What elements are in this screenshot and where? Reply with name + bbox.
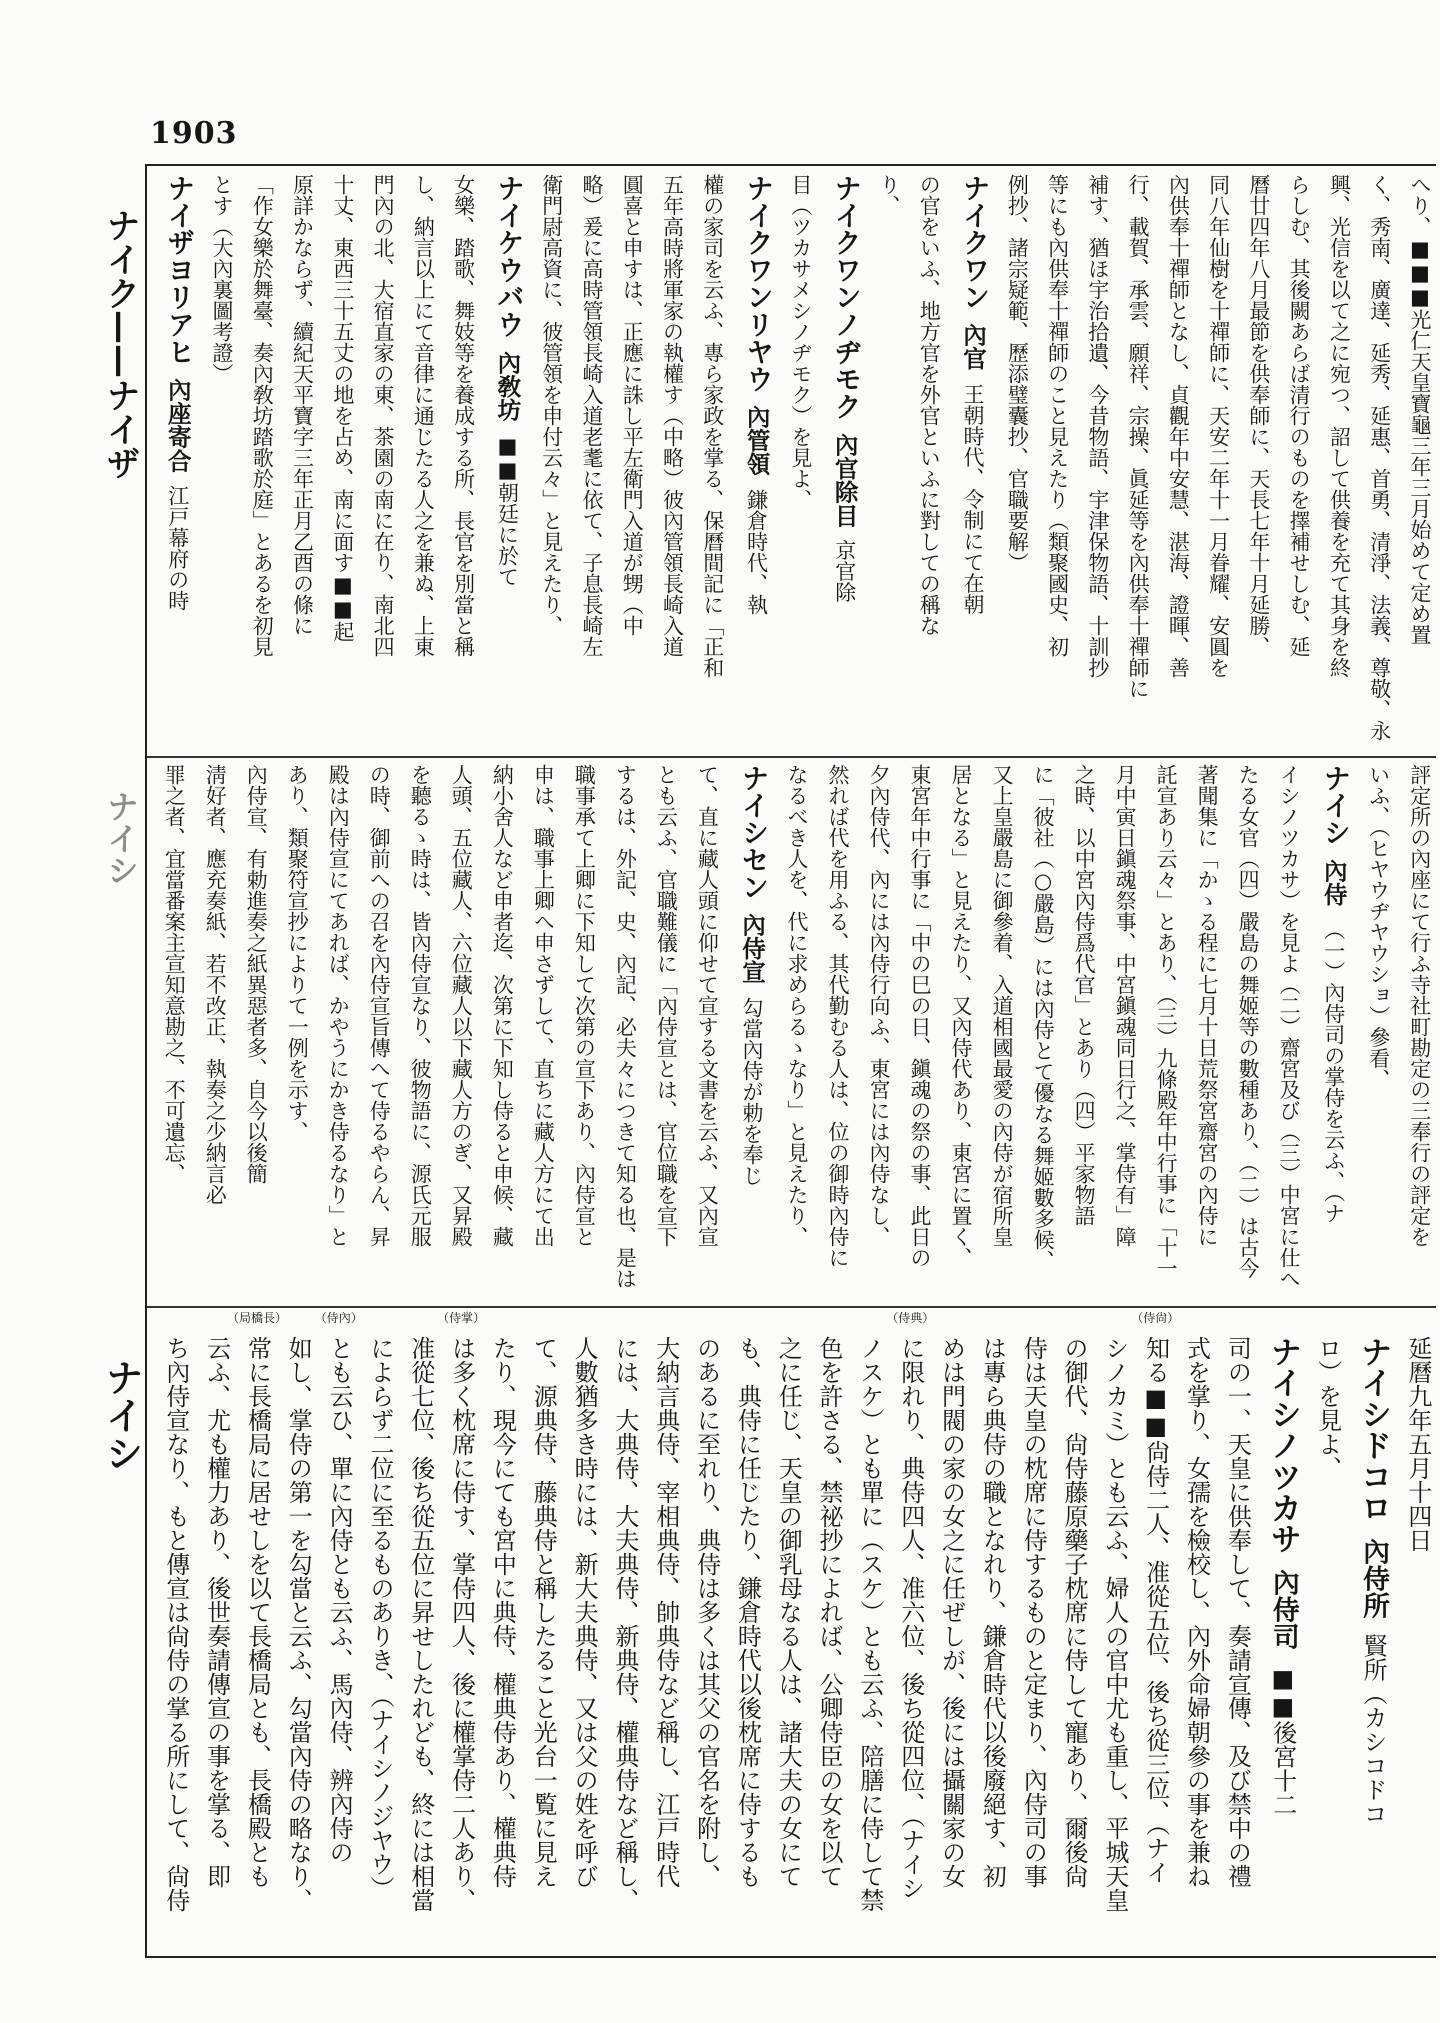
text-column: 之に任じ、天皇の御乳母なる人は、諸大夫の女にて [774, 1336, 803, 1888]
entry-text: 鎌倉時代、執 [744, 488, 769, 615]
entry-headword: ナイクワンリヤウ [741, 174, 773, 393]
text-column: 權の家司を云ふ、專ら家政を掌る、保曆間記に「正和 [700, 174, 725, 678]
text-column: 准從七位、後ち從五位に昇せしたれども、終には相當 [406, 1336, 435, 1912]
running-head-middle: ナイシ [102, 790, 140, 886]
text-column: 東宮年中行事に「中の巳の日、鎭魂の祭の事、此日の [908, 764, 933, 1268]
text-column: 然れば代を用ふる、其代勤むる人は、位の御時內侍に [826, 764, 850, 1268]
entry-text: 知る■■尙侍二人、准從五位、後ち從三位、（ナイ [1141, 1336, 1170, 1884]
text-column: て、源典侍、藤典侍と稱したること光台一覧に見え [529, 1336, 558, 1888]
page-frame [145, 164, 1436, 1958]
text-column: とす（大內裏圖考證） [210, 174, 235, 384]
entry-text: 勾當內侍が勅を奉じ [739, 996, 764, 1186]
text-column: 評定所の內座にて行ふ寺社町勘定の三奉行の評定を [1407, 764, 1432, 1247]
text-column: し、納言以上にて音律に通じたる人之を兼ぬ、上東 [411, 174, 436, 657]
text-column: ち內侍宣なり、もと傳宣は尙侍の掌る所にして、尙侍 [161, 1336, 190, 1912]
entry-kanji: 內侍司 [1267, 1569, 1299, 1650]
text-column: り、 [876, 174, 901, 216]
entry-kanji: 內官 [959, 323, 988, 371]
text-column: を聽るゝ時は、皆內侍宣なり、彼物語に、源氏元服 [408, 764, 433, 1247]
text-column: なるべき人を、代に求めらるゝなり」と見えたり、 [784, 764, 809, 1247]
margin-note: （局橋長） [227, 1311, 288, 1325]
text-column: 例抄、諸宗疑範、歷添璧囊抄、官職要解） [1005, 174, 1030, 573]
text-column: 內供奉十禪師となし、貞觀年中安慧、湛海、證暉、善 [1166, 174, 1191, 678]
text-column: 司の一、天皇に供奉して、奏請宣傳、及び禁中の禮 [1223, 1336, 1252, 1888]
text-column: イシノツカサ）を見よ（二）齋宮及び（三）中宮に仕へ [1277, 764, 1302, 1289]
entry-text: に限れり、典侍四人、准六位、後ち從四位、（ナイシ [896, 1336, 925, 1900]
text-column: 申は、職事上卿へ申さずして、直ちに藏人方にて出 [531, 764, 556, 1247]
text-column: 圓喜と申すは、正應に誅し平左衛門入道が甥（中 [620, 174, 645, 636]
text-column: 內侍宣、有勅進奏之紙異惡者多、自今以後簡 [244, 764, 269, 1184]
text-column: いふ、（ヒヤウヂヤウショ）參看、 [1366, 764, 1391, 1090]
text-column: 云ふ、尤も權力あり、後世奏請傳宣の事を掌る、即 [202, 1336, 231, 1888]
entry-column [1317, 764, 1350, 1302]
text-column: は專ら典侍の職となれり、鎌倉時代以後廢絕す、初 [978, 1336, 1007, 1888]
entry-column [740, 174, 773, 750]
text-column [437, 1311, 486, 1950]
text-column [886, 1311, 935, 1950]
entry-headword: ナイケウバウ [492, 174, 524, 338]
entry-headword: ナイシ [1318, 764, 1350, 846]
entry-text: 賢所（カシコドコ [1359, 1633, 1388, 1826]
entry-text: は多く枕席に侍す、掌侍四人、後に權掌侍二人あり、 [447, 1336, 476, 1912]
text-column: 補す、猶ほ宇治拾遺、今昔物語、宇津保物語、十訓抄 [1085, 174, 1110, 678]
text-column: の官をいふ、地方官を外官といふに對しての稱な [917, 174, 942, 636]
entry-kanji: 內官除目 [830, 432, 859, 527]
entry-kanji: 內敎坊 [493, 350, 522, 422]
text-column: の御代、尙侍藤原藥子枕席に侍して寵あり、爾後尙 [1060, 1336, 1089, 1888]
text-column: ノスケ）とも單に（スケ）とも云ふ、陪膳に侍して禁 [855, 1336, 884, 1912]
text-column: 目（ツカサメシノヂモク）を見よ、 [788, 174, 813, 510]
entry-headword: ナイクワン [958, 174, 990, 311]
band-bottom [147, 1306, 1436, 1956]
text-column: らしむ、其後闕あらば清行のものを擇補せしむ、延 [1287, 174, 1312, 657]
text-column: 原詳かならず、續紀天平寶字三年正月乙酉の條に [290, 174, 315, 636]
text-column: 如し、掌侍の第一を勾當と云ふ、勾當內侍の略なり、 [284, 1336, 313, 1912]
entry-text: とも云ひ、單に內侍とも云ふ、馬內侍、辨內侍の [325, 1336, 354, 1864]
entry-column [491, 174, 524, 750]
text-column: 略）爰に高時管領長崎入道老耄に依て、子息長崎左 [579, 174, 604, 657]
entry-headword: ナイクワンノヂモク [829, 174, 861, 420]
text-column [1131, 1311, 1180, 1950]
entry-headword: ナイシノツカサ [1264, 1336, 1301, 1555]
text-column: て、直に藏人頭に仰せて宣する文書を云ふ、又內宣 [695, 764, 720, 1247]
text-column: 夕內侍代、內には內侍行向ふ、東宮には內侍なし、 [867, 764, 892, 1247]
text-column: も、典侍に任じたり、鎌倉時代以後枕席に侍するも [733, 1336, 762, 1888]
text-column: によらず二位に至るものありき、（ナイシノジヤウ） [365, 1336, 394, 1900]
margin-note: （侍尙） [1131, 1311, 1180, 1325]
text-column: ロ）を見よ、 [1313, 1336, 1342, 1480]
text-column: 等にも內供奉十禪師のこと見えたり（類聚國史、初 [1045, 174, 1070, 657]
text-column: 延曆九年五月十四日 [1403, 1336, 1432, 1552]
text-column: 職事承て上卿に下知して次第の宣下あり、內侍宣と [572, 764, 597, 1247]
entry-kanji: 內侍宣 [737, 913, 766, 984]
entry-kanji: 內侍 [1319, 858, 1348, 906]
entry-column [828, 174, 861, 750]
text-column: 之時、以中宮內侍爲代官」とあり（四）平家物語 [1072, 764, 1097, 1226]
text-column: 「作女樂於舞臺、奏內敎坊踏歌於庭」とあるを初見 [250, 174, 275, 657]
text-column: 又上皇嚴島に御參着、入道相國最愛の內侍が宿所皇 [990, 764, 1015, 1247]
running-head-range: ナイク——ナイザ [100, 208, 140, 480]
entry-column [956, 174, 989, 750]
text-column: 曆廿四年八月最節を供奉師に、天長七年十月延勝、 [1246, 174, 1271, 657]
text-column: 納小舍人など申者迄、次第に下知し侍ると申候、藏 [490, 764, 515, 1247]
text-column: 居となる」と見えたり、又內侍代あり、東宮に置く、 [949, 764, 974, 1268]
margin-note: （侍典） [886, 1311, 935, 1325]
margin-note: （侍掌） [437, 1311, 486, 1325]
text-column [227, 1311, 288, 1950]
entry-text: ■■朝廷に於て [495, 434, 520, 588]
text-column: 人數猶多き時には、新大夫典侍、又は父の姓を呼び [570, 1336, 599, 1888]
entry-headword: ナイシセン [736, 764, 768, 901]
text-column: に「彼社（○嚴島）には內侍とて優なる舞姬數多候、 [1031, 764, 1056, 1271]
entry-column [735, 764, 768, 1302]
entry-kanji: 內侍所 [1358, 1537, 1390, 1619]
entry-column [1263, 1336, 1300, 1950]
running-head-bottom: ナイシ [99, 1358, 143, 1472]
band-middle [147, 756, 1436, 1306]
text-column: 人頭、五位藏人、六位藏人以下藏人方のぎ、又昇殿 [449, 764, 474, 1247]
text-column: 衛門尉高資に、彼管領を申付云々」と見えたり、 [539, 174, 564, 636]
page-number: 1903 [150, 116, 238, 151]
entry-text: 王朝時代、令制にて在朝 [961, 383, 986, 615]
text-column: 託宣あり云々」とあり、（三）九條殿年中行事に「十一 [1154, 764, 1179, 1279]
text-column: 同八年仙樹を十禪師に、天安二年十一月眷耀、安圓を [1206, 174, 1231, 678]
text-column: の時、御前への召を內侍宣旨傳へて侍るやらん、昇 [367, 764, 392, 1247]
text-column: 門內の北、大宿直家の東、茶園の南に在り、南北四 [371, 174, 396, 657]
text-column: めは門閥の家の女之に任ぜしが、後には攝關家の女 [937, 1336, 966, 1888]
text-column: たる女官（四）嚴島の舞姬等の數種あり、（二）は古今 [1236, 764, 1261, 1279]
text-column: シノカミ）とも云ふ、婦人の官中尤も重し、平城天皇 [1100, 1336, 1129, 1912]
text-column: 大納言典侍、宰相典侍、帥典侍など稱し、江戸時代 [651, 1336, 680, 1888]
text-column: には、大典侍、大夫典侍、新典侍、權典侍など稱し、 [610, 1336, 639, 1912]
entry-headword: ナイシドコロ [1355, 1336, 1392, 1524]
entry-kanji: 內管領 [742, 405, 771, 476]
text-column: するは、外記、史、內記、必夫々につきて知る也、是は [613, 764, 638, 1289]
entry-text: 江戸幕府の時 [165, 485, 190, 612]
entry-headword: ナイザヨリアヒ [162, 174, 194, 366]
text-column: 五年高時將軍家の執權す（中略）彼內管領長崎入道 [660, 174, 685, 657]
text-column: 女樂、踏歌、舞妓等を養成する所、長官を別當と稱 [451, 174, 476, 657]
entry-column [1354, 1336, 1391, 1950]
text-column: 侍は天皇の枕席に侍するものと定まり、內侍司の事 [1019, 1336, 1048, 1888]
text-column: 式を掌り、女孺を檢校し、內外命婦朝參の事を兼ね [1182, 1336, 1211, 1888]
entry-column [161, 174, 194, 750]
band-top [147, 166, 1436, 756]
text-column: く、秀南、廣達、延秀、延惠、首勇、清淨、法義、尊敬、永 [1367, 174, 1392, 741]
text-column: 色を許さる、禁祕抄によれば、公卿侍臣の女を以て [815, 1336, 844, 1888]
text-column: 罪之者、宜當番案主宣知意勘之、不可遺忘、 [162, 764, 187, 1184]
text-column: とも云ふ、官職難儀に「內侍宣とは、官位職を宣下 [654, 764, 679, 1247]
entry-text: 京官除 [832, 539, 857, 603]
text-column: 興、光信を以て之に宛つ、詔して供養を充て其身を終 [1327, 174, 1352, 678]
text-column: たり、現今にても宮中に典侍、權典侍あり、權典侍 [488, 1336, 517, 1888]
entry-kanji: 內座寄合 [163, 378, 192, 473]
text-column: 著聞集に「かゝる程に七月十日荒祭宮齋宮の內侍に [1195, 764, 1220, 1247]
margin-note: （侍內） [314, 1311, 363, 1325]
text-column: あり、類聚符宣抄によりて一例を示す、 [285, 764, 310, 1142]
text-column: のあるに至れり、典侍は多くは其父の官名を附し、 [692, 1336, 721, 1888]
text-column: 行、載賀、承雲、願祥、宗操、眞延等を內供奉十禪師に [1126, 174, 1151, 699]
text-column: 十丈、東西三十五丈の地を占め、南に面す■■起 [330, 174, 355, 642]
entry-text: 常に長橋局に居せしを以て長橋局とも、長橋殿とも [243, 1336, 272, 1888]
text-column: 殿は內侍宣にてあれば、かやうにかき侍るなり」と [326, 764, 351, 1247]
entry-text: （一）內侍司の掌侍を云ふ、（ナ [1321, 918, 1346, 1224]
text-column: 月中寅日鎭魂祭事、中宮鎭魂同日行之、掌侍有」障 [1113, 764, 1138, 1247]
text-column: へり、■■■光仁天皇寶龜三年三月始めて定め置 [1407, 174, 1432, 645]
entry-text: ■■後宮十二 [1268, 1664, 1297, 1817]
text-column [314, 1311, 363, 1950]
text-column: 淸好者、應充奏紙、若不改正、執奏之少納言必 [203, 764, 228, 1205]
